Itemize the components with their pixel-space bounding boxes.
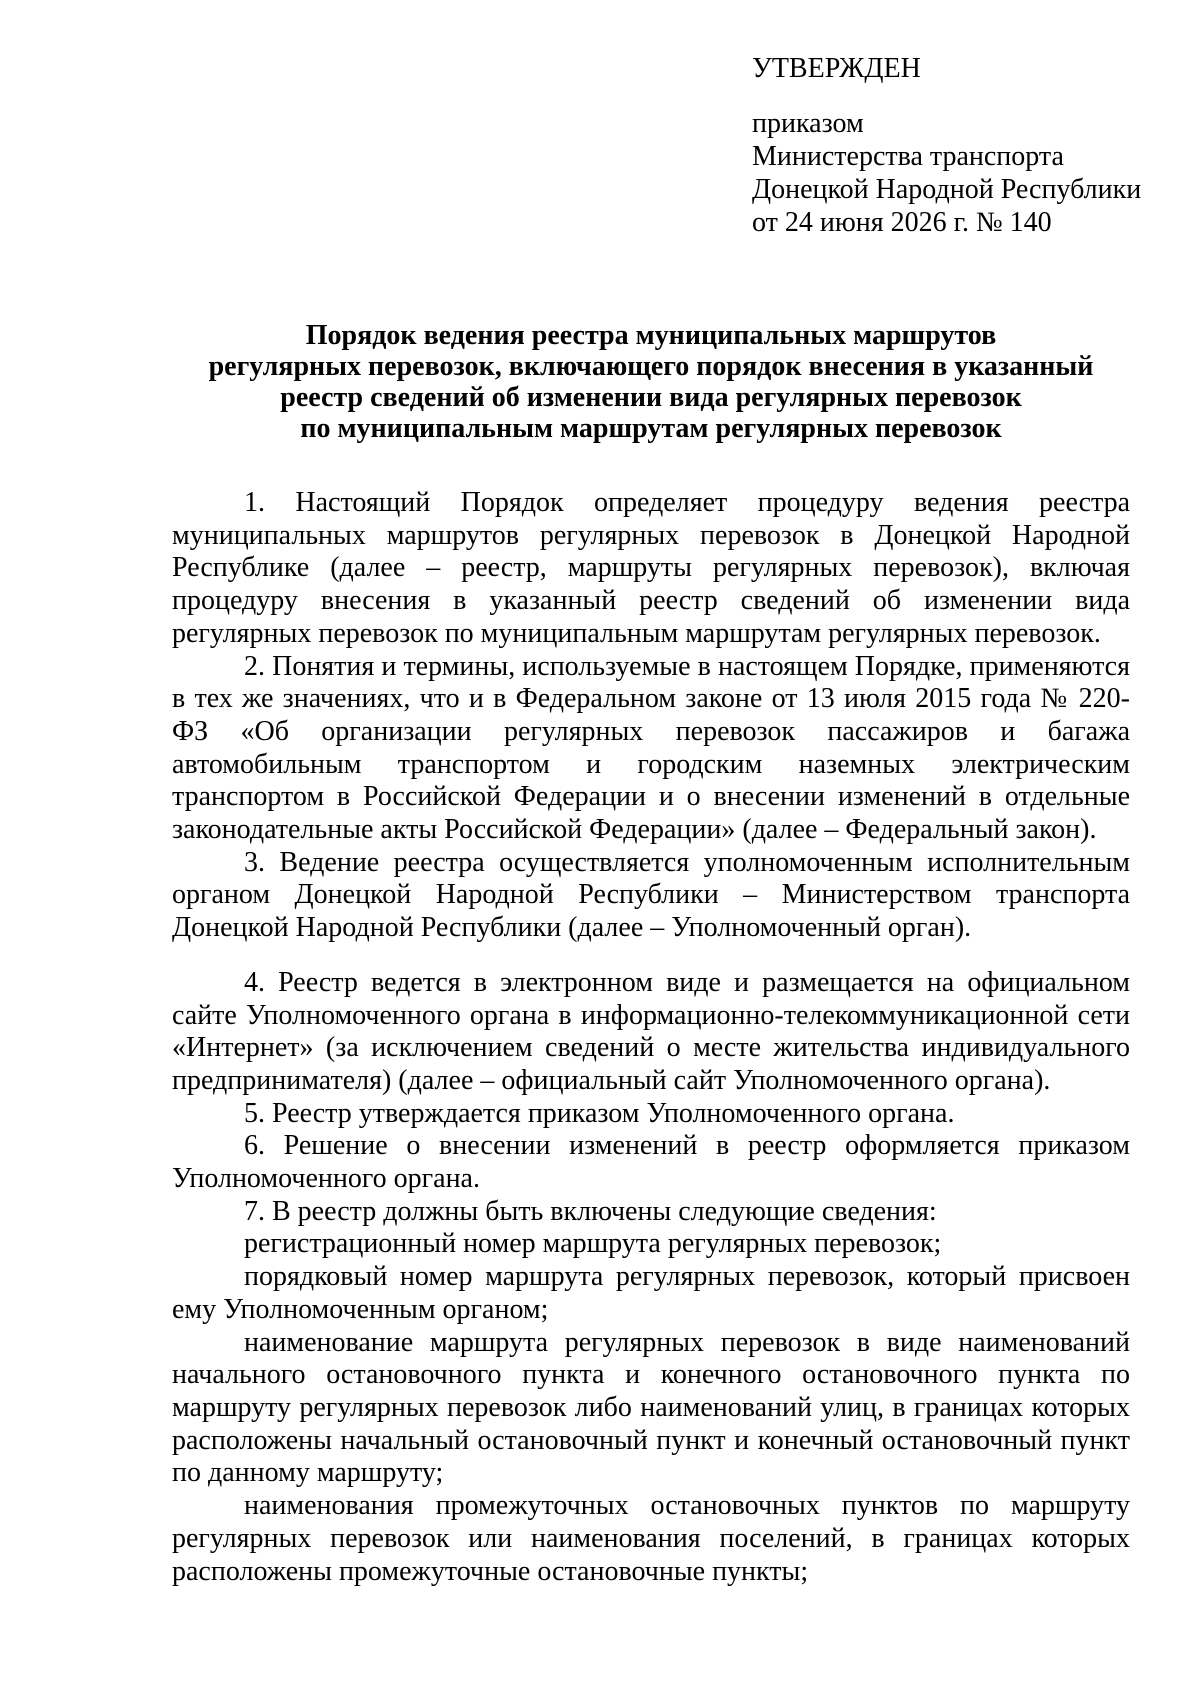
list-item-registration-number: регистрационный номер маршрута регулярных перевозок; [244, 1228, 942, 1260]
approval-line: Министерства транспорта [752, 141, 1064, 172]
paragraph-5: 5. Реестр утверждается приказом Уполномоченного органа. [244, 1097, 955, 1129]
approval-block [752, 52, 1172, 239]
document-title [172, 320, 1130, 444]
title-line: регулярных перевозок, включающего порядок внесения в указанный [208, 351, 1094, 382]
document-body [172, 487, 1130, 1588]
title-line: Порядок ведения реестра муниципальных маршрутов [305, 320, 997, 351]
list-item-sequence-number: порядковый номер маршрута регулярных перевозок, который присвоен ему Уполномоченным органом; [172, 1261, 1130, 1325]
paragraph-3: 3. Ведение реестра осуществляется уполномоченным исполнительным органом Донецкой Народной Республики – Министерством транспорта Донецкой Народной Республики (далее – Уполномоченный орган). [172, 846, 1130, 944]
title-line: по муниципальным маршрутам регулярных перевозок [300, 413, 1002, 444]
title-line: реестр сведений об изменении вида регулярных перевозок [280, 382, 1022, 413]
list-item-route-name: наименование маршрута регулярных перевозок в виде наименований начального остановочного пункта и конечного остановочного пункта по маршруту регулярных перевозок либо наименований улиц, в границах которых расположены начальный остановочный пункт и конечный остановочный пункт по данному маршруту; [172, 1326, 1130, 1489]
approval-line: Донецкой Народной Республики [752, 174, 1142, 205]
paragraph-7: 7. В реестр должны быть включены следующие сведения: [244, 1195, 937, 1227]
list-item-intermediate-stops: наименования промежуточных остановочных пунктов по маршруту регулярных перевозок или наименования поселений, в границах которых расположены промежуточные остановочные пункты; [172, 1490, 1130, 1587]
approval-line: от 24 июня 2026 г. № 140 [752, 207, 1052, 238]
paragraph-1: 1. Настоящий Порядок определяет процедуру ведения реестра муниципальных маршрутов регулярных перевозок в Донецкой Народной Республике (далее – реестр, маршруты регулярных перевозок), включая процедуру внесения в указанный реестр сведений об изменении вида регулярных перевозок по муниципальным маршрутам регулярных перевозок. [172, 487, 1130, 649]
approval-line: приказом [752, 108, 864, 139]
paragraph-2: 2. Понятия и термины, используемые в настоящем Порядке, применяются в тех же значениях, что и в Федеральном законе от 13 июля 2015 года № 220-ФЗ «Об организации регулярных перевозок пассажиров и багажа автомобильным транспортом и городским наземных электрическим транспортом в Российской Федерации и о внесении изменений в отдельные законодательные акты Российской Федерации» (далее – Федеральный закон). [172, 650, 1130, 846]
paragraph-4: 4. Реестр ведется в электронном виде и размещается на официальном сайте Уполномоченного органа в информационно-телекоммуникационной сети «Интернет» (за исключением сведений о месте жительства индивидуального предпринимателя) (далее – официальный сайт Уполномоченного органа). [172, 966, 1130, 1096]
approval-stamp: УТВЕРЖДЕН [752, 53, 921, 84]
paragraph-6: 6. Решение о внесении изменений в реестр оформляется приказом Уполномоченного органа. [172, 1130, 1130, 1195]
